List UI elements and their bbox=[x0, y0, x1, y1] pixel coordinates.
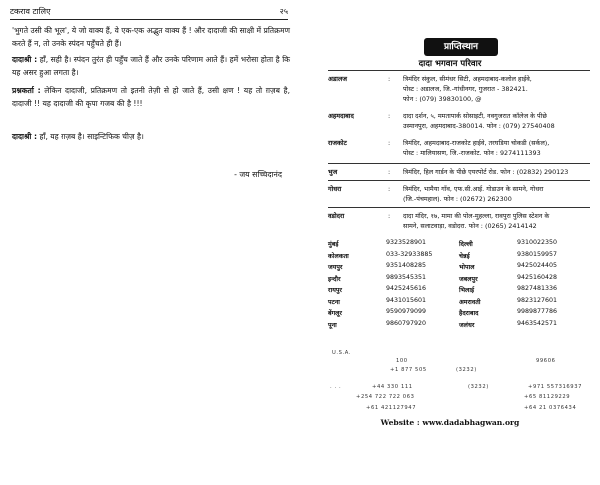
phone-number: 9823127601 bbox=[517, 296, 558, 304]
colon: : bbox=[388, 139, 391, 147]
intl-entry: +64 21 0376434 bbox=[524, 405, 577, 411]
address-line: त्रिमंदिर संकुल, सीमंधर सिटी, अहमदाबाद-कलोल हाईवे, bbox=[403, 75, 532, 83]
phone-number: 9590979099 bbox=[386, 308, 427, 315]
table-row bbox=[328, 285, 590, 297]
phone-number: 9310022350 bbox=[517, 239, 558, 246]
phone-number: 9425160428 bbox=[517, 273, 558, 281]
city-name: पटना bbox=[328, 298, 340, 306]
phone-number: 9425024405 bbox=[517, 262, 558, 269]
address-city: भुज bbox=[328, 168, 338, 176]
intl-entry: +971 557316937 bbox=[528, 384, 583, 390]
address-line: दादा दर्शन, ५, ममतापार्क सोसाइटी, नवगुजरात कॉलेज के पीछे bbox=[403, 112, 547, 120]
paragraph-text: हाँ, यह ग़ज़ब है। साइन्टिफिक चीज़ है। bbox=[39, 132, 144, 141]
intl-entry: 99606 bbox=[536, 358, 556, 364]
city-name: चेन्नई bbox=[459, 252, 470, 260]
divider bbox=[328, 70, 590, 71]
colon: : bbox=[388, 212, 391, 220]
phone-number: 9425245616 bbox=[386, 285, 427, 292]
address-block bbox=[328, 211, 590, 231]
phone-number: 033-32933885 bbox=[386, 250, 433, 258]
address-line: त्रिमंदिर, हिल गार्डन के पीछे एयरपोर्ट रोड. फोन : (02832) 290123 bbox=[403, 168, 569, 176]
colon: : bbox=[388, 185, 391, 193]
address-block bbox=[328, 167, 590, 177]
paragraph-text: लेकिन दादाजी, प्रतिक्रमण तो इतनी तेज़ी से हो जाते हैं, उसी क्षण ! यह तो ग़ज़ब है, दादाजी !! यह दादाजी की कृपा गजब की है !!! bbox=[12, 86, 290, 108]
address-line: सामने, सलाटवाड़ा, वडोदरा. फोन : (0265) 2414142 bbox=[403, 222, 537, 230]
city-name: रायपुर bbox=[328, 287, 343, 294]
address-city: गोधरा bbox=[328, 185, 342, 193]
intl-entry: . . . bbox=[330, 384, 342, 390]
table-row bbox=[328, 320, 590, 332]
phone-number: 9351408285 bbox=[386, 262, 427, 269]
table-row bbox=[328, 251, 590, 263]
address-city: अडालज bbox=[328, 75, 348, 83]
intl-entry: 100 bbox=[396, 358, 408, 364]
phone-number: 9431015601 bbox=[386, 296, 427, 304]
address-line: त्रिमंदिर, अहमदाबाद-राजकोट हाईवे, तरघडिया चोकडी (सर्कल), bbox=[403, 139, 550, 147]
city-name: दिल्ली bbox=[459, 241, 473, 248]
address-line: (जि.-पंचमहाल). फोन : (02672) 262300 bbox=[403, 195, 512, 203]
page-number: २५ bbox=[279, 7, 288, 16]
intl-entry: (3232) bbox=[456, 367, 477, 373]
intl-entry: +254 722 722 063 bbox=[356, 394, 415, 400]
phone-number: 9989877786 bbox=[517, 308, 558, 315]
address-city: वडोदरा bbox=[328, 212, 345, 220]
paragraph-3 bbox=[12, 84, 290, 110]
colon: : bbox=[388, 168, 391, 176]
divider bbox=[328, 207, 590, 208]
table-row bbox=[328, 308, 590, 320]
city-name: बेंगलूर bbox=[328, 310, 342, 317]
phone-number: 9893545351 bbox=[386, 273, 427, 281]
signature: - जय सच्चिदानंद bbox=[234, 170, 282, 179]
intl-entry: U.S.A. bbox=[332, 350, 352, 356]
city-name: जबलपुर bbox=[459, 275, 478, 283]
paragraph-text: हाँ, सही है। स्पंदन तुरंत ही पहुँच जाते हैं और उनके परिणाम आते हैं। हमें भरोसा होता है कि यह असर हुआ लगता है। bbox=[12, 55, 290, 77]
address-line: त्रिमंदिर, भामैया गाँव, एफ.सी.आई. गोडाउन के सामने, गोधरा bbox=[403, 185, 544, 193]
intl-entry: +61 421127947 bbox=[366, 405, 417, 411]
city-name: पूना bbox=[328, 321, 337, 329]
address-block bbox=[328, 184, 590, 204]
address-line: फोन : (079) 39830100, @ bbox=[403, 95, 482, 103]
address-block bbox=[328, 111, 590, 131]
address-line: उस्मानपुरा, अहमदाबाद-380014. फोन : (079) 27540408 bbox=[403, 122, 555, 130]
website-label: Website : bbox=[380, 418, 420, 427]
address-block bbox=[328, 138, 590, 158]
city-name: जलंधर bbox=[459, 321, 475, 329]
table-row bbox=[328, 262, 590, 274]
speaker-label: दादाश्री : bbox=[12, 132, 38, 141]
website-url[interactable]: www.dadabhagwan.org bbox=[422, 418, 520, 427]
international-contacts bbox=[328, 350, 590, 412]
address-line: पोस्ट : अडालज, जि.-गांधीनगर, गुजरात - 382421. bbox=[403, 85, 528, 93]
speaker-label: दादाश्री : bbox=[12, 55, 38, 64]
running-header bbox=[10, 6, 288, 17]
city-name: मुंबई bbox=[328, 241, 339, 248]
phone-number: 9827481336 bbox=[517, 285, 558, 292]
address-block bbox=[328, 74, 590, 104]
city-name: हैदराबाद bbox=[459, 310, 479, 317]
divider bbox=[328, 163, 590, 164]
divider bbox=[328, 180, 590, 181]
intl-entry: +44 330 111 bbox=[372, 384, 413, 390]
phone-number: 9380159957 bbox=[517, 250, 558, 258]
colon: : bbox=[388, 112, 391, 120]
phone-number: 9323528901 bbox=[386, 239, 427, 246]
phone-table bbox=[328, 239, 590, 331]
city-name: इन्दौर bbox=[328, 275, 341, 283]
header-rule bbox=[10, 19, 288, 20]
running-head-title: टकराव टालिए bbox=[10, 7, 51, 16]
banner-heading: प्राप्तिस्थान bbox=[424, 38, 498, 56]
address-city: राजकोट bbox=[328, 139, 347, 147]
address-line: दादा मंदिर, १७, मामा की पोल-मुहल्ला, रावपुरा पुलिस स्टेशन के bbox=[403, 212, 550, 220]
organization-name: दादा भगवान परिवार bbox=[418, 59, 482, 69]
paragraph-1 bbox=[12, 24, 290, 50]
speaker-label: प्रश्नकर्ता : bbox=[12, 86, 41, 95]
city-name: भिलाई bbox=[459, 287, 475, 294]
city-name: अमरावती bbox=[459, 298, 481, 306]
table-row bbox=[328, 239, 590, 251]
city-name: कोलकता bbox=[328, 252, 349, 260]
colon: : bbox=[388, 75, 391, 83]
right-page bbox=[300, 0, 600, 485]
intl-entry: +1 877 505 bbox=[390, 367, 427, 373]
intl-entry: (3232) bbox=[468, 384, 489, 390]
paragraph-text: 'भुगते उसी की भूल', ये जो वाक्य हैं, वे एक-एक अद्भुत वाक्य हैं ! और दादाजी की साक्षी में प्रतिक्रमण करते हैं न, तो उनके स्पंदन पहुँचते ही हैं। bbox=[12, 26, 290, 48]
city-name: भोपाल bbox=[459, 264, 475, 271]
paragraph-4 bbox=[12, 130, 290, 143]
phone-number: 9463542571 bbox=[517, 319, 558, 327]
city-name: जयपुर bbox=[328, 264, 343, 271]
website-line bbox=[300, 418, 600, 427]
address-line: पोस्ट : मालियासण, जि.-राजकोट. फोन : 9274111393 bbox=[403, 149, 541, 157]
phone-number: 9860797920 bbox=[386, 319, 427, 327]
table-row bbox=[328, 297, 590, 309]
intl-entry: +65 81129229 bbox=[524, 394, 571, 400]
paragraph-2 bbox=[12, 53, 290, 79]
table-row bbox=[328, 274, 590, 286]
address-city: अहमदाबाद bbox=[328, 112, 354, 120]
